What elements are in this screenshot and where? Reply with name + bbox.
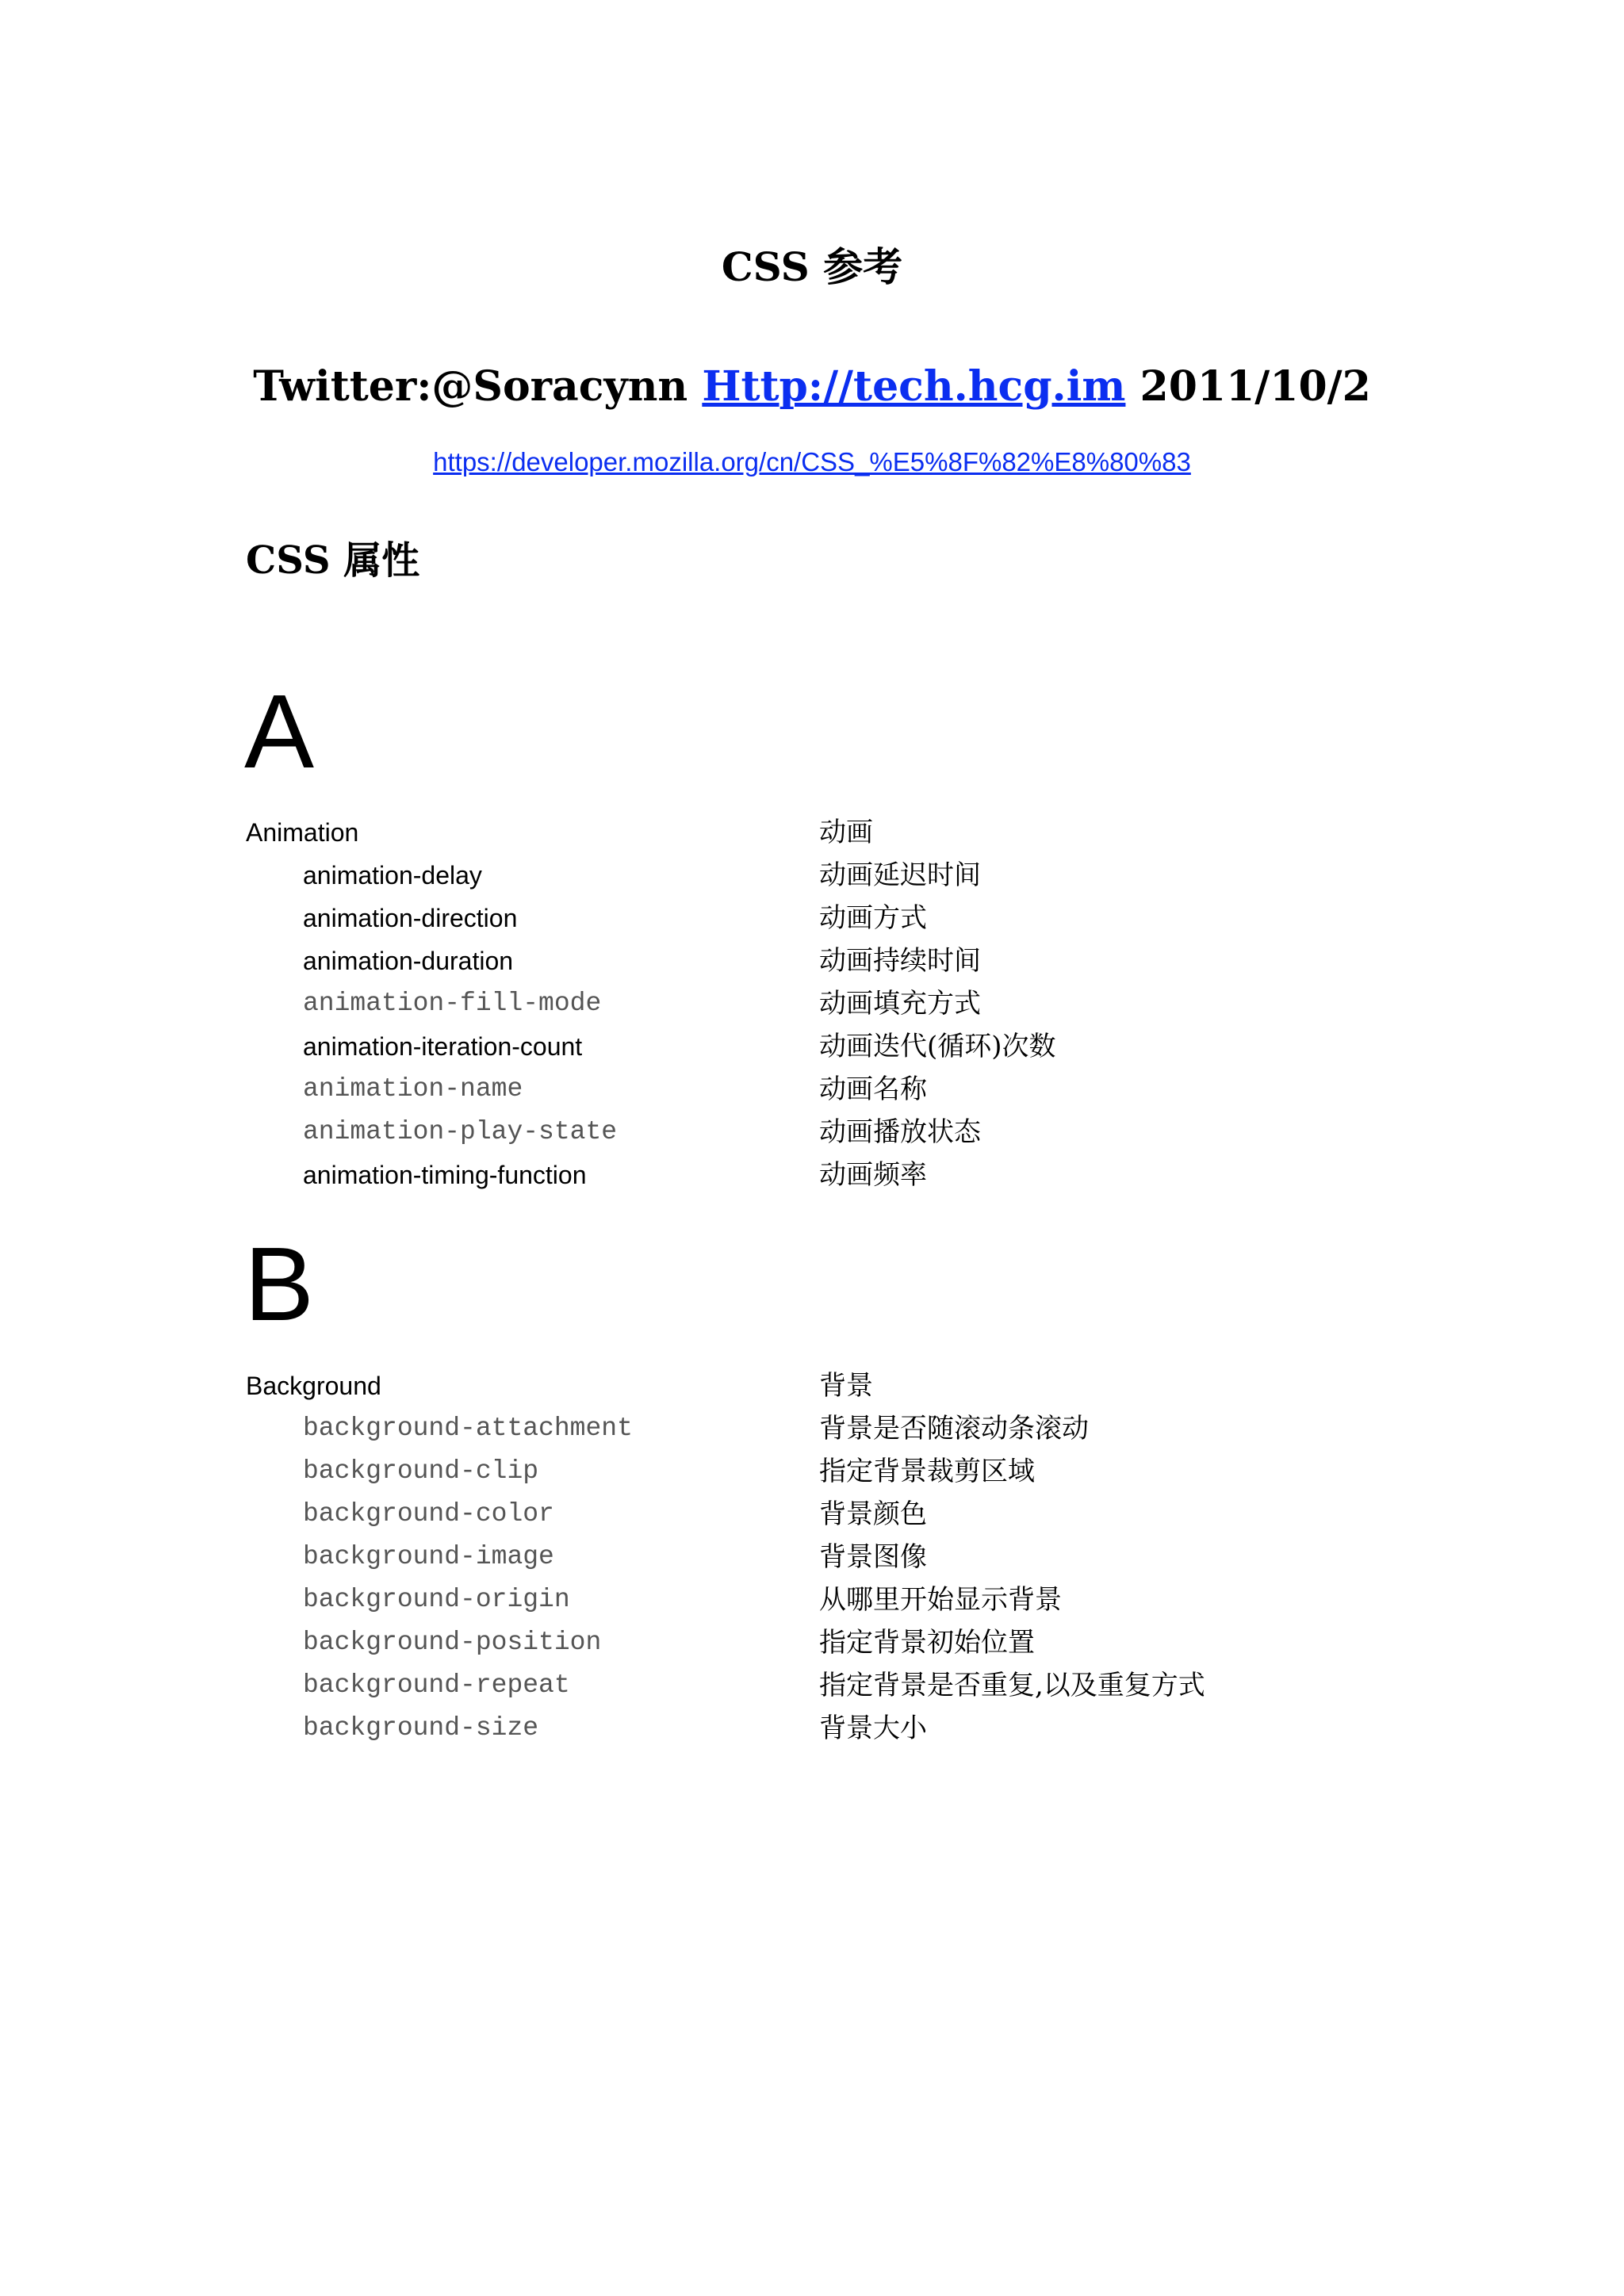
list-item — [0, 1536, 1624, 1578]
property-description: 背景图像 — [819, 1541, 927, 1573]
author-site-link[interactable]: Http://tech.hcg.im — [702, 362, 1126, 411]
property-description: 背景是否随滚动条滚动 — [819, 1413, 1089, 1445]
list-item — [0, 1364, 1624, 1407]
section-title: CSS 属性 — [246, 538, 420, 583]
property-description: 指定背景初始位置 — [819, 1627, 1035, 1659]
list-item — [0, 982, 1624, 1025]
list-item — [0, 1578, 1624, 1621]
property-description: 从哪里开始显示背景 — [819, 1584, 1062, 1616]
list-item — [0, 897, 1624, 939]
property-name: background-clip — [303, 1456, 539, 1486]
list-item — [0, 1707, 1624, 1750]
list-item — [0, 854, 1624, 897]
reference-url-line — [0, 446, 1624, 479]
property-name: background-origin — [303, 1585, 570, 1614]
property-list-b — [0, 1364, 1624, 1750]
property-name: background-position — [303, 1628, 602, 1657]
document-title: CSS 参考 — [721, 243, 903, 290]
property-name: animation-duration — [303, 947, 514, 975]
property-name: animation-timing-function — [303, 1161, 587, 1189]
property-name: animation-fill-mode — [303, 989, 602, 1018]
document-date: 2011/10/2 — [1125, 362, 1371, 411]
property-name: background-attachment — [303, 1414, 633, 1443]
property-name: background-size — [303, 1713, 539, 1743]
author-byline — [0, 361, 1624, 413]
letter-heading-a: A — [244, 673, 315, 790]
list-item — [0, 1025, 1624, 1068]
list-item — [0, 1621, 1624, 1664]
property-description: 指定背景是否重复,以及重复方式 — [819, 1670, 1205, 1701]
list-item — [0, 1407, 1624, 1450]
property-description: 动画播放状态 — [819, 1116, 981, 1148]
property-name: Animation — [246, 818, 359, 847]
property-name: background-image — [303, 1542, 554, 1571]
list-item — [0, 1450, 1624, 1493]
property-description: 动画填充方式 — [819, 988, 981, 1020]
property-description: 动画 — [819, 817, 873, 848]
property-description: 动画频率 — [819, 1159, 927, 1191]
property-name: animation-delay — [303, 861, 482, 890]
property-name: animation-iteration-count — [303, 1032, 583, 1061]
property-name: animation-direction — [303, 904, 518, 932]
property-description: 背景 — [819, 1370, 873, 1402]
property-description: 背景颜色 — [819, 1498, 927, 1530]
letter-heading-b: B — [244, 1226, 315, 1342]
list-item — [0, 1068, 1624, 1111]
property-description: 动画持续时间 — [819, 945, 981, 977]
property-name: background-color — [303, 1499, 554, 1529]
mdn-reference-link[interactable]: https://developer.mozilla.org/cn/CSS_%E5%8F%82%E8%80%83 — [433, 447, 1191, 476]
list-item — [0, 1111, 1624, 1154]
list-item — [0, 939, 1624, 982]
property-description: 动画迭代(循环)次数 — [819, 1031, 1056, 1062]
list-item — [0, 1664, 1624, 1707]
property-name: animation-name — [303, 1074, 523, 1104]
property-description: 动画延迟时间 — [819, 859, 981, 891]
property-name: animation-play-state — [303, 1117, 618, 1146]
list-item — [0, 811, 1624, 854]
property-description: 背景大小 — [819, 1712, 927, 1744]
list-item — [0, 1154, 1624, 1196]
property-name: background-repeat — [303, 1670, 570, 1700]
property-description: 动画名称 — [819, 1073, 927, 1105]
property-list-a — [0, 811, 1624, 1196]
property-description: 动画方式 — [819, 902, 927, 934]
property-description: 指定背景裁剪区域 — [819, 1456, 1035, 1487]
list-item — [0, 1493, 1624, 1536]
property-name: Background — [246, 1372, 381, 1400]
twitter-handle: Twitter:@Soracynn — [253, 362, 703, 411]
